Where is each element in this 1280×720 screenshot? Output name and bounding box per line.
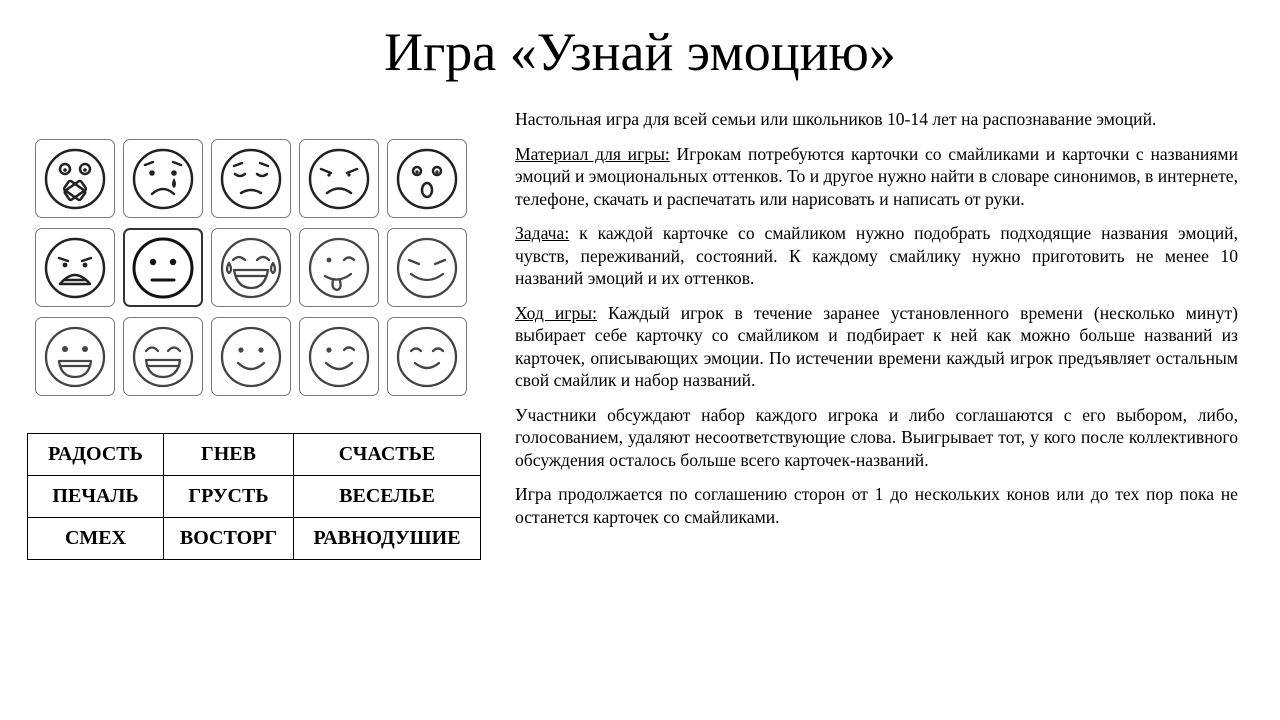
smiley-card-11 — [35, 317, 115, 396]
material-paragraph — [515, 143, 1238, 211]
smug-smile-face-icon — [395, 236, 459, 300]
gagged-face-icon — [43, 147, 107, 211]
rules-text — [515, 108, 1238, 540]
table-cell: ВЕСЕЛЬЕ — [294, 476, 481, 518]
smiley-card-15 — [387, 317, 467, 396]
table-row — [28, 518, 481, 560]
winking-tongue-face-icon — [307, 236, 371, 300]
sad-closed-eyes-face-icon — [219, 147, 283, 211]
table-cell: ГРУСТЬ — [164, 476, 294, 518]
smiley-card-1 — [35, 139, 115, 218]
smiley-card-8 — [211, 228, 291, 307]
material-label: Материал для игры: — [515, 143, 670, 164]
course-text: Каждый игрок в течение заранее установленного времени (несколько минут) выбирает себе карточку со смайликом и подбирает к ней как можно больше названий из карточек, описывающих эмоции. По истечении времени каждый игрок предъявляет остальным свой смайлик и набор названий. — [515, 302, 1238, 390]
table-row — [28, 434, 481, 476]
smiley-card-14 — [299, 317, 379, 396]
smiley-card-6 — [35, 228, 115, 307]
table-cell: ВОСТОРГ — [164, 518, 294, 560]
task-paragraph — [515, 222, 1238, 290]
emotion-words-table — [27, 433, 481, 560]
table-cell: РАДОСТЬ — [28, 434, 164, 476]
smiley-card-10 — [387, 228, 467, 307]
content-closed-eyes-face-icon — [395, 325, 459, 389]
smiley-card-2 — [123, 139, 203, 218]
table-cell: СЧАСТЬЕ — [294, 434, 481, 476]
crying-tear-face-icon — [131, 147, 195, 211]
intro-paragraph: Настольная игра для всей семьи или школьников 10-14 лет на распознавание эмоций. — [515, 109, 1157, 129]
table-cell: СМЕХ — [28, 518, 164, 560]
tears-of-joy-face-icon — [219, 236, 283, 300]
smiling-face-icon — [219, 325, 283, 389]
smiley-card-grid — [35, 139, 467, 396]
surprised-face-icon — [395, 147, 459, 211]
continuation-paragraph: Игра продолжается по соглашению сторон от 1 до нескольких конов или до тех пор пока не останется карточек со смайликами. — [515, 484, 1238, 527]
big-smile-face-icon — [131, 325, 195, 389]
course-label: Ход игры: — [515, 302, 598, 323]
task-text: к каждой карточке со смайликом нужно подобрать подходящие названия эмоций, чувств, переживаний, состояний. К каждому смайлику нужно приготовить не менее 10 названий эмоций и их оттенков. — [515, 223, 1238, 288]
winking-face-icon — [307, 325, 371, 389]
page-title: Игра «Узнай эмоцию» — [384, 22, 896, 82]
smiley-card-12 — [123, 317, 203, 396]
material-text: Игрокам потребуются карточки со смайликами и карточки с названиями эмоций и эмоциональных оттенков. То и другое нужно найти в словаре синонимов, в интернете, телефоне, скачать и распечатать или нарисовать и написать от руки. — [515, 143, 1238, 209]
table-cell: РАВНОДУШИЕ — [294, 518, 481, 560]
smiley-card-5 — [387, 139, 467, 218]
shocked-frown-face-icon — [43, 236, 107, 300]
course-paragraph — [515, 302, 1238, 392]
smiley-card-9 — [299, 228, 379, 307]
task-label: Задача: — [515, 223, 570, 243]
smiley-card-4 — [299, 139, 379, 218]
grinning-face-icon — [43, 325, 107, 389]
discussion-paragraph: Участники обсуждают набор каждого игрока и либо соглашаются с его выбором, либо, голосованием, удаляют несоответствующие слова. Выигрывает тот, у кого после коллективного обсуждения осталось больше всего карточек-названий. — [515, 404, 1238, 470]
table-cell: ПЕЧАЛЬ — [28, 476, 164, 518]
table-cell: ГНЕВ — [164, 434, 294, 476]
neutral-face-icon — [131, 236, 195, 300]
table-row — [28, 476, 481, 518]
smiley-card-7 — [123, 228, 203, 307]
smiley-card-13 — [211, 317, 291, 396]
smiley-card-3 — [211, 139, 291, 218]
disappointed-face-icon — [307, 147, 371, 211]
